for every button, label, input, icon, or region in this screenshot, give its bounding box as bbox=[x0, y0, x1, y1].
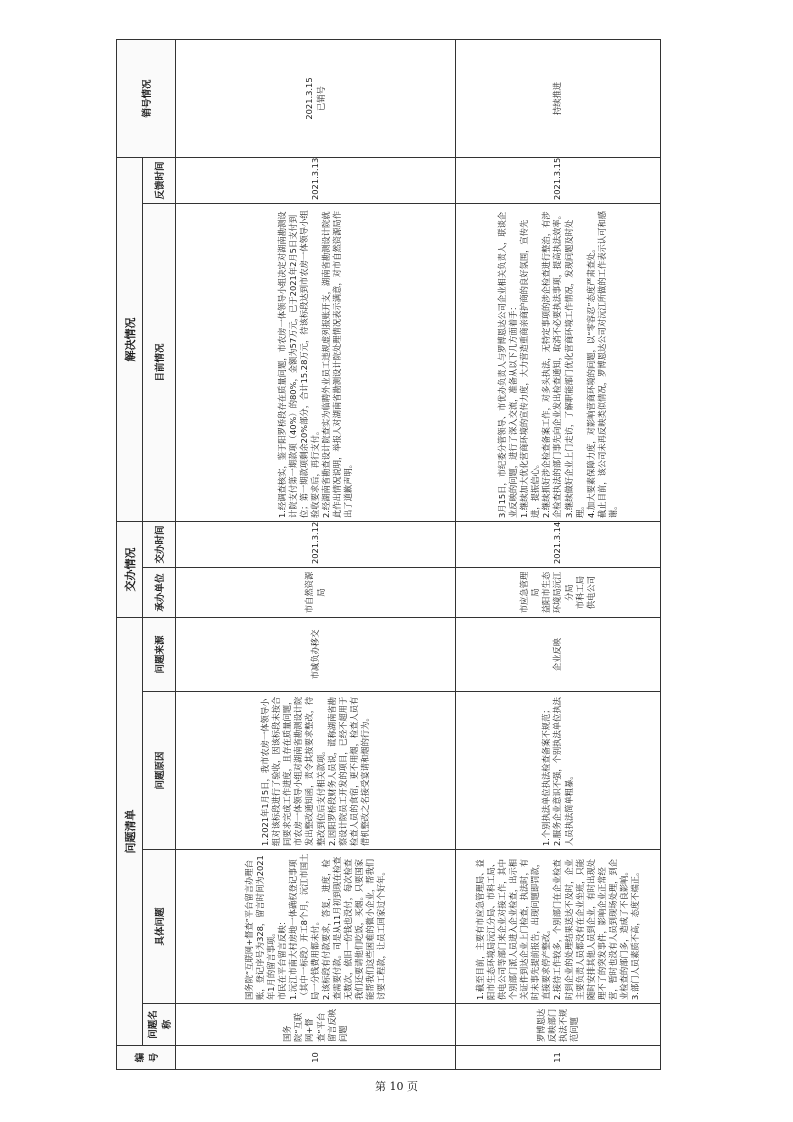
page-number: 第 10 页 bbox=[375, 1080, 418, 1093]
row-index: 10 bbox=[176, 1046, 456, 1070]
handover-time: 2021.3.14 bbox=[456, 522, 661, 568]
header-undertaking-unit: 承办单位 bbox=[143, 568, 176, 618]
header-problem-list: 问题清单 bbox=[117, 618, 143, 1046]
header-feedback-time: 反馈时间 bbox=[143, 158, 176, 204]
cancel-status: 持续推进 bbox=[456, 40, 661, 158]
header-problem-cause: 问题原因 bbox=[143, 692, 176, 850]
undertaking-unit: 市应急管理局 益阳市生态环境局沅江分局 市科工局 供电公司 bbox=[456, 568, 661, 618]
header-problem-source: 问题来源 bbox=[143, 618, 176, 692]
header-specific-problem: 具体问题 bbox=[143, 850, 176, 1004]
rotated-table-wrapper bbox=[116, 40, 661, 1070]
row-index: 11 bbox=[456, 1046, 661, 1070]
undertaking-unit: 市自然资源局 bbox=[176, 568, 456, 618]
table-row bbox=[456, 40, 661, 1070]
problem-cause: 1.2021年1月5日，我市农房一体领导小组对该标段进行了验收，因该标段未按合同要求完成工作进度，且存在质量问题，市农房一体领导小组对湖南省勘测设计院发出整改通知函，责令其按要求整改，待整改到位后支付相关款项。 2.因阳罗桥段财务人员说，谎称湖南省勘察设计院员工开发的项目，已经不超用于检查人员的食宿，更不用烟，检查人员有借机整改之名接受宴请和烟的行为。 bbox=[176, 692, 456, 850]
feedback-time: 2021.3.13 bbox=[176, 158, 456, 204]
specific-problem: 1.截至目前，主要有市应急管理局、益阳市生态环境局沅江分局、市科工局、供电公司等部门来企业对接工作，其中个别部门派人员进入企业检查，出示相关证件到达企业上门检查，执法时，有时未事先提前报告，出现问题即罚款，直接要求停产整改。 2.接待工作较多，个别部门在企业检查时到企业的处理结果送达不及时，企业主要负责人员都没有在企业坐班，只能随时安排其他人员到企业，有时出现处理不了的突发事件，影响企业正常经营，暂时也没有人员到现场处理，到企业检查的部门多，造成了不良影响。 3.部门人员素质不高，态度不端正。 bbox=[456, 850, 661, 1004]
problem-source: 企业反映 bbox=[456, 618, 661, 692]
problem-source: 市减负办移交 bbox=[176, 618, 456, 692]
header-problem-name: 问题名称 bbox=[143, 1004, 176, 1046]
problem-cause: 1.个别执法单位执法检查备案不规范； 2.服务企业意识不强，个别执法单位执法人员执法简单粗暴。 bbox=[456, 692, 661, 850]
specific-problem: 国务院“互联网+督查”平台留言办理台账，登记序号为328，留言时间为2021年1月的留言事项。 市民在平台留言反映： 1.沅江市南大村房地一体确权登记事项（其中一标段）开工8个月，沅江市国土局一分钱费用都未付。 2.该标段有付款要求，答复，进度，检查需要付款。司是从11月初到现在检查无数次，依旧一份钱也没付，每次检查我们还要请他们吃饭，买烟。只要国家能帮我们这些困难的微小企业，帮我们讨要工程款，让员工回家过个好年。 bbox=[176, 850, 456, 1004]
cancel-status: 2021.3.15 已销号 bbox=[176, 40, 456, 158]
feedback-time: 2021.3.15 bbox=[456, 158, 661, 204]
header-resolution: 解决情况 bbox=[117, 158, 143, 522]
header-row-1 bbox=[117, 40, 143, 1070]
current-status: 1.经调查核实，鉴于阳罗桥段存在质量问题，市农房一体领导小组决定对湖南勘测设计院支付第一期款项（40%）的80%，金额为57万元，已于2021年2月5日支付到位；第一期款项剩余20%部分，合计15.28万元，待该标段达到市农房一体领导小组验收要求后，再行支付。 2.经湖南省勘查设计院查实为临聘外业员工违规虚列报账开支，湖南省勘测设计院就此作出情况说明，举报人对湖南省勘测设计院处理情况表示满意，对市自然资源局作出了道歉声明。 bbox=[176, 204, 456, 522]
problem-name: 罗博恩达反映部门执法不规范问题 bbox=[456, 1004, 661, 1046]
header-handover-time: 交办时间 bbox=[143, 522, 176, 568]
current-status: 3月15日，市纪委分管领导、市优办负责人与罗博恩达公司企业相关负责人，联谈企业反映的问题，进行了深入交流，准备从以下几方面着手： 1.继续加大优化营商环境的宣传力度，大力营造重商亲商护商的良好氛围，宣传先进，提振信心。 2.继续抓好涉企检查备案工作，对多头执法，无特定事项的涉企检查进行整治，有涉企检查执法的部门事先向企业发出检查通知，取消不必要执法事项，提高执法效率。 3.继续做好企业上门走访，了解职能部门优化营商环境工作情况，发现问题及时处理。 4.加大要素保障力度，对影响营商环境的问题，以“零容忍”态度严肃查处。 截止目前，该公司未再反映类似情况，罗博恩达公司对沅江所做的工作表示认可和感谢。 bbox=[456, 204, 661, 522]
header-current-status: 目前情况 bbox=[143, 204, 176, 522]
header-cancel-status: 销号情况 bbox=[117, 40, 176, 158]
table-row bbox=[176, 40, 456, 1070]
header-handover: 交办情况 bbox=[117, 522, 143, 618]
handover-time: 2021.3.12 bbox=[176, 522, 456, 568]
problem-table bbox=[116, 39, 661, 1070]
problem-name: 国务院“互联网+督查”平台留言反映问题 bbox=[176, 1004, 456, 1046]
header-row-2 bbox=[143, 40, 176, 1070]
header-index: 编号 bbox=[117, 1046, 176, 1070]
